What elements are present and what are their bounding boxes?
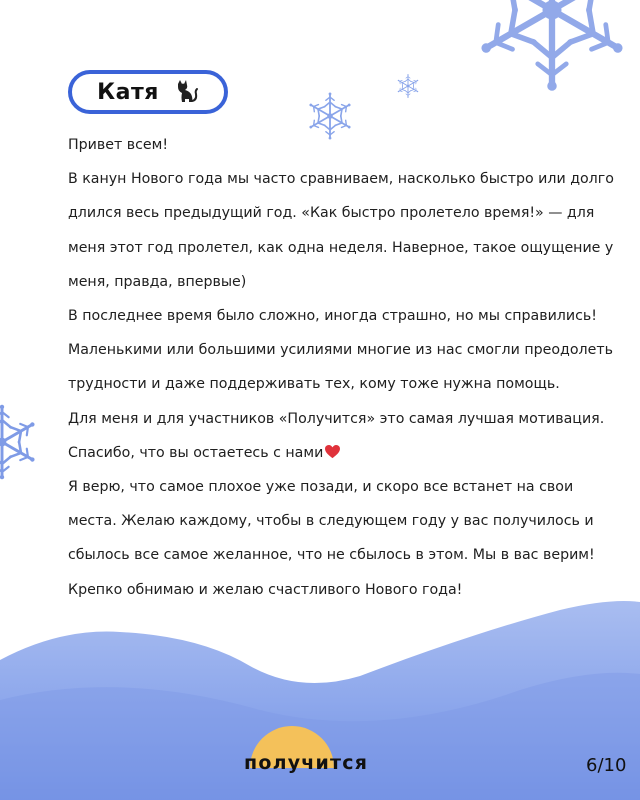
logo-text: получится (244, 752, 369, 774)
paragraph: Привет всем! (68, 137, 169, 153)
paragraph: Я верю, что самое плохое уже позади, и скоро все встанет на свои места. Желаю каждому, чтобы в следующем году у вас получилось и сбылось все самое желанное, что не сбылось в этом. Мы в вас верим! Крепко обнимаю и желаю счастливого Нового года! (68, 479, 595, 598)
author-name: Катя (97, 79, 159, 105)
cat-icon (173, 79, 199, 105)
paragraph-with-heart (68, 402, 624, 470)
paragraph: В последнее время было сложно, иногда страшно, но мы справились! Маленькими или большими усилиями многие из нас смогли преодолеть трудности и даже поддерживать тех, кому тоже нужна помощь. (68, 308, 613, 393)
snowflake-icon (452, 0, 640, 100)
author-badge (68, 70, 228, 114)
page-indicator: 6/10 (586, 755, 627, 776)
paragraph: В канун Нового года мы часто сравниваем, насколько быстро или долго длился весь предыдущий год. «Как быстро пролетело время!» — для меня этот год пролетел, как одна неделя. Наверное, такое ощущение у меня, правда, впервые) (68, 171, 614, 290)
snowflake-icon (396, 74, 420, 98)
letter-body (68, 128, 624, 607)
heart-icon (325, 445, 340, 459)
paragraph: Для меня и для участников «Получится» это самая лучшая мотивация. Спасибо, что вы остаетесь с нами (68, 410, 605, 461)
brand-logo (244, 722, 414, 792)
snowflake-icon (0, 404, 40, 480)
